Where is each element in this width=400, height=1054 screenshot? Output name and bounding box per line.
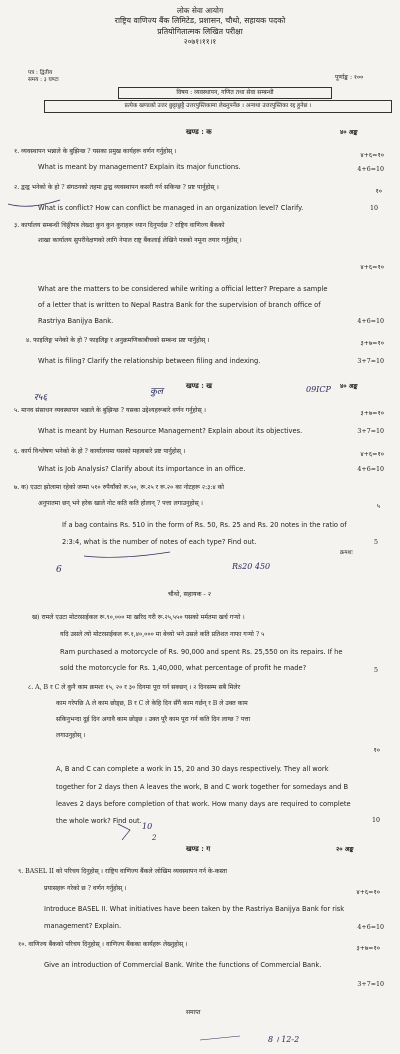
q9-english-marks: 4+6=10 [357, 924, 384, 931]
footer-end: समाप्त [186, 1009, 201, 1016]
q5-english: What is meant by Human Resource Management? Explain about its objectives. [38, 427, 303, 435]
section-kh-title: खण्ड : ख [186, 381, 212, 390]
q8-nepali-line3: सकिनुभन्दा दुई दिन अगावै काम छोड्छ । उक्त पूरै काम पूरा गर्न कति दिन लाग्छ ? पत्ता [56, 716, 251, 723]
q7a-english-marks: 5 [373, 539, 378, 546]
q8-nepali-line2: काम गरेपछि A ले काम छोड्छ, B र C ले केहि दिन सँगै काम गर्छन् र B ले उक्त काम [56, 700, 248, 707]
q8-nepali-line1: ८. A, B र C ले कुनै काम क्रमशः १५, २० र ३० दिनमा पूरा गर्न सक्छन् । २ दिनसम्म सबै मिलेर [28, 684, 241, 691]
header-commission: लोक सेवा आयोग [176, 6, 224, 15]
handwritten-note: 6 [56, 565, 62, 575]
q9-nepali-line1: ९. BASEL II को परिचय दिनुहोस् । राष्ट्रिय वाणिज्य बैंकले जोखिम व्यवस्थापन गर्न के-कस्ता [18, 868, 227, 875]
q3-english-line1: What are the matters to be considered while writing a official letter? Prepare a sample [38, 285, 328, 293]
q7b-nepali-line1: ख) रामले एउटा मोटरसाईकल रू.९०,००० मा खरिद गरी रू.२५,५५० यसको मर्मतमा खर्च गर्‍यो । [32, 614, 245, 621]
q3-english-marks: 4+6=10 [357, 318, 384, 325]
q5-nepali-marks: ३+७=१० [360, 410, 384, 417]
q7b-english-line1: Ram purchased a motorcycle of Rs. 90,000 and spent Rs. 25,550 on its repairs. If he [60, 648, 343, 656]
handwritten-note: र५६ [34, 393, 48, 403]
stroke-mark [84, 552, 170, 557]
q7b-english-line2: sold the motorcycle for Rs. 1,40,000, what percentage of profit he made? [60, 664, 307, 672]
q6-english: What is Job Analysis? Clarify about its importance in an office. [38, 465, 246, 473]
q2-nepali-marks: १० [375, 188, 382, 195]
q5-english-marks: 3+7=10 [357, 428, 384, 435]
q7a-english-line1: If a bag contains Rs. 510 in the form of Rs. 50, Rs. 25 and Rs. 20 notes in the ratio of [62, 521, 347, 529]
continued-label: क्रमशः [340, 550, 353, 556]
q4-nepali-marks: ३+७=१० [360, 340, 384, 347]
q7b-english-marks: 5 [373, 667, 378, 674]
page2-header: चौथो, सहायक - २ [168, 590, 212, 598]
section-kh-marks: ४० अङ्क [340, 383, 358, 390]
header-year: २०७१।११।१ [183, 37, 217, 47]
section-g-title: खण्ड : ग [186, 844, 211, 853]
exam-time: समय : ३ घण्टा [28, 77, 59, 84]
q10-nepali: १०. वाणिज्य बैंकको परिचय दिनुहोस् । वाणिज्य बैंकका कार्यहरू लेख्नुहोस् । [18, 941, 188, 948]
instruction-box: प्रत्येक खण्डको उत्तर छुट्टाछुट्टै उत्तरपुस्तिकामा लेख्नुपर्नेछ । अन्यथा उत्तरपुस्तिका रद्द हुनेछ । [44, 100, 392, 113]
q10-english: Give an introduction of Commercial Bank. Write the functions of Commercial Bank. [44, 961, 322, 969]
q3-nepali-line2: शाखा कार्यालय सुपरीवेक्षणको लागि नेपाल राष्ट्र बैंकलाई लेखिने पत्रको नमूना तयार गर्नुहोस् । [38, 237, 242, 244]
stroke-mark [118, 824, 130, 840]
q4-nepali: ४. फाइलिङ्ग भनेको के हो ? फाइलिङ्ग र अनुक्रमणिकाबीचको सम्बन्ध प्रष्ट पार्नुहोस् । [26, 337, 210, 344]
q8-nepali-marks: १० [373, 747, 380, 754]
handwritten-note: 09ICP [306, 385, 331, 394]
q1-english: What is meant by management? Explain its major functions. [38, 163, 241, 171]
header-bank-post: राष्ट्रिय वाणिज्य बैंक लिमिटेड, प्रशासन, चौथो, सहायक पदको [114, 15, 286, 25]
q2-english-marks: 10 [369, 205, 378, 212]
q9-nepali-marks: ४+६=१० [356, 889, 380, 896]
q10-english-marks: 3+7=10 [357, 981, 384, 988]
q3-nepali-line1: ३. कार्यालय सम्बन्धी चिठ्ठीपत्र लेख्दा कुन कुन कुराहरू ध्यान दिनुपर्दछ ? राष्ट्रिय वाणिज्य बैंकको [14, 222, 225, 229]
handwritten-note: 10 [142, 822, 153, 831]
q9-nepali-line2: प्रयासहरू गरेको छ ? वर्णन गर्नुहोस् । [44, 885, 127, 892]
q7a-nepali-line2: अनुपातमा छन् भने हरेक खाले नोट कति कति होलान् ? पत्ता लगाउनुहोस् । [38, 500, 203, 507]
q1-english-marks: 4+6=10 [357, 166, 384, 173]
header-exam-type: प्रतियोगितात्मक लिखित परीक्षा [157, 26, 243, 36]
handwritten-note: 8 । 12-2 [268, 1035, 300, 1044]
q10-nepali-marks: ३+७=१० [356, 945, 380, 952]
stroke-mark [8, 200, 60, 206]
q1-nepali-marks: ४+६=१० [360, 152, 384, 159]
q9-english-line1: Introduce BASEL II. What initiatives have been taken by the Rastriya Banijya Bank for risk [44, 905, 345, 913]
q8-english-line1: A, B and C can complete a work in 15, 20 and 30 days respectively. They all work [56, 765, 329, 773]
section-g-marks: २० अङ्क [336, 846, 354, 853]
q7a-english-line2: 2:3:4, what is the number of notes of each type? Find out. [62, 538, 257, 546]
q2-nepali: २. द्वन्द्व भनेको के हो ? संगठनको तहमा द्वन्द्व व्यवस्थापन कसरी गर्न सकिन्छ ? प्रष्ट पार्नुहोस् । [14, 184, 219, 191]
q8-nepali-line4: लगाउनुहोस् । [56, 732, 86, 739]
q8-english-line3: leaves 2 days before completion of that work. How many days are required to complete [56, 800, 351, 808]
section-k-title: खण्ड : क [186, 127, 212, 136]
q3-nepali-marks: ४+६=१० [360, 264, 384, 271]
q8-english-marks: 10 [371, 817, 380, 824]
q6-nepali: ६. कार्य विश्लेषण भनेको के हो ? कार्यालयमा यसको महत्वबारे प्रष्ट पार्नुहोस् । [14, 448, 186, 455]
q9-english-line2: management? Explain. [44, 922, 122, 930]
q8-english-line4: the whole work? Find out. [56, 817, 142, 825]
q3-english-line2: of a letter that is written to Nepal Rastra Bank for the supervision of branch office of [38, 301, 321, 309]
q7a-nepali-marks: ५ [376, 503, 380, 510]
paper-number: पत्र : द्वितीय [28, 70, 53, 76]
q8-english-line2: together for 2 days then A leaves the work, B and C work together for somedays and B [56, 783, 349, 791]
q4-english-marks: 3+7=10 [357, 358, 384, 365]
q7a-nepali-line1: ७. क) एउटा झोलामा रहेको जम्मा ५१० रुपैयाँको रू.५०, रू.२५ र रू.२० का नोटहरू २:३:४ को [14, 484, 224, 491]
q6-nepali-marks: ४+६=१० [360, 451, 384, 458]
subject-box: विषय : व्यवस्थापन, गणित तथा सेवा सम्बन्धी [118, 87, 332, 99]
q2-english: What is conflict? How can conflict be managed in an organization level? Clarify. [38, 204, 304, 212]
q6-english-marks: 4+6=10 [357, 466, 384, 473]
section-k-marks: ४० अङ्क [340, 129, 358, 136]
q5-nepali: ५. मानव संसाधन व्यवस्थापन भन्नाले के बुझिन्छ ? यसका उद्देश्यहरूबारे वर्णन गर्नुहोस् । [14, 407, 206, 414]
q1-nepali: १. व्यवस्थापन भन्नाले के बुझिन्छ ? यसका प्रमुख कार्यहरू वर्णन गर्नुहोस् । [14, 148, 177, 155]
full-marks: पूर्णाङ्क : १०० [335, 74, 364, 81]
handwritten-note: कुल [150, 387, 164, 397]
q7b-nepali-line2: यदि उसले त्यो मोटरसाईकल रू.१,४०,००० मा बेच्यो भने उसले कति प्रतिशत नाफा गर्‍यो ? ५ [60, 631, 265, 638]
handwritten-note: 2 [152, 834, 157, 842]
q4-english: What is filing? Clarify the relationship between filing and indexing. [38, 357, 261, 365]
stroke-mark [200, 1036, 240, 1040]
handwritten-note: Rs20 450 [232, 562, 271, 571]
q3-english-line3: Rastriya Banijya Bank. [38, 317, 114, 325]
